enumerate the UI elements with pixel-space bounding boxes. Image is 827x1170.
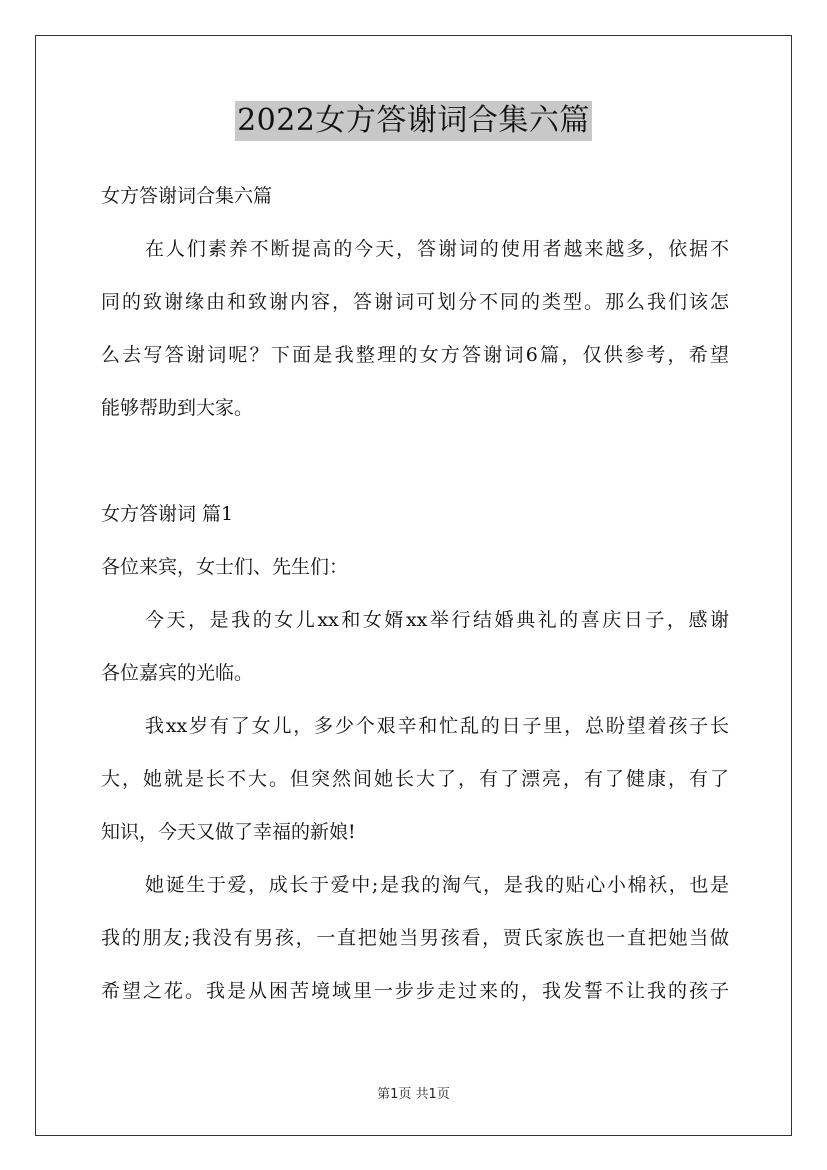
paragraph-line: 各位嘉宾的光临。 (101, 662, 254, 684)
paragraph-line: 大，她就是长不大。但突然间她长大了，有了漂亮，有了健康，有了 (101, 768, 729, 790)
document-subtitle: 女方答谢词合集六篇 (101, 185, 273, 207)
paragraph-line: 知识，今天又做了幸福的新娘! (101, 821, 356, 843)
greeting: 各位来宾，女士们、先生们： (101, 556, 349, 578)
document-title: 2022女方答谢词合集六篇 (235, 101, 592, 141)
intro-line: 在人们素养不断提高的今天，答谢词的使用者越来越多，依据不 (145, 238, 729, 260)
section-heading: 女方答谢词 篇1 (101, 503, 234, 525)
paragraph-line: 希望之花。我是从困苦境域里一步步走过来的，我发誓不让我的孩子 (101, 980, 729, 1002)
intro-line: 同的致谢缘由和致谢内容，答谢词可划分不同的类型。那么我们该怎 (101, 291, 729, 313)
paragraph-line: 我的朋友;我没有男孩，一直把她当男孩看，贾氏家族也一直把她当做 (101, 927, 729, 949)
document-body (101, 170, 729, 1018)
paragraph-line: 她诞生于爱，成长于爱中;是我的淘气，是我的贴心小棉袄，也是 (145, 874, 729, 896)
intro-line: 能够帮助到大家。 (101, 397, 254, 419)
intro-line: 么去写答谢词呢？下面是我整理的女方答谢词6篇，仅供参考，希望 (101, 344, 729, 366)
page-footer: 第1页 共1页 (377, 1087, 450, 1102)
paragraph-line: 我xx岁有了女儿，多少个艰辛和忙乱的日子里，总盼望着孩子长 (145, 715, 729, 737)
paragraph-line: 今天，是我的女儿xx和女婿xx举行结婚典礼的喜庆日子，感谢 (145, 609, 729, 631)
title-container (0, 101, 827, 141)
blank-line (101, 435, 729, 488)
